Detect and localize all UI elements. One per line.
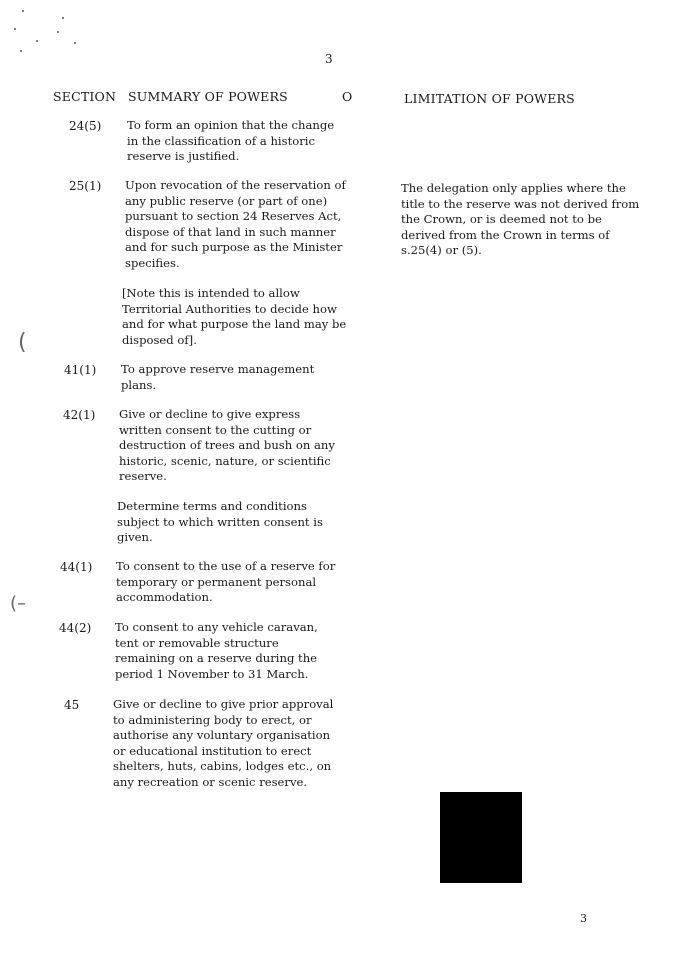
text-line: shelters, huts, cabins, lodges etc., on: [113, 759, 332, 774]
scan-speck: [22, 10, 24, 12]
text-line: remaining on a reserve during the: [115, 651, 318, 666]
text-line: To consent to any vehicle caravan,: [115, 620, 318, 634]
margin-punch-mark: (: [18, 330, 27, 355]
header-summary: SUMMARY OF POWERS: [128, 89, 288, 104]
text-line: and for such purpose as the Minister: [125, 240, 343, 255]
text-line: temporary or permanent personal: [116, 574, 317, 589]
text-line: given.: [117, 530, 153, 545]
page-number-top: 3: [325, 52, 333, 66]
text-line: the Crown, or is deemed not to be: [401, 212, 602, 227]
redaction-block: [440, 792, 522, 883]
text-line: Upon revocation of the reservation of: [125, 178, 346, 192]
scan-speck: [20, 50, 22, 52]
summary-text: [119, 407, 335, 485]
limitation-text: [401, 181, 639, 259]
text-line: reserve is justified.: [127, 149, 240, 164]
scan-speck: [74, 42, 76, 44]
text-line: specifies.: [125, 255, 180, 270]
text-line: plans.: [121, 377, 157, 392]
section-number: 24(5): [69, 119, 102, 133]
text-line: reserve.: [119, 469, 167, 484]
margin-punch-mark: (–: [10, 593, 27, 614]
text-line: title to the reserve was not derived from: [401, 196, 640, 211]
summary-text: [115, 620, 318, 682]
text-line: in the classification of a historic: [127, 133, 315, 148]
section-number: 42(1): [63, 408, 96, 422]
summary-text: [125, 178, 346, 272]
summary-text: [127, 118, 334, 165]
summary-text: [113, 697, 333, 791]
text-line: Territorial Authorities to decide how: [122, 301, 337, 316]
text-line: Give or decline to give express: [119, 407, 301, 421]
scan-speck: [62, 17, 64, 19]
header-limitation: LIMITATION OF POWERS: [404, 91, 575, 106]
text-line: any recreation or scenic reserve.: [113, 774, 308, 789]
text-line: To approve reserve management: [121, 362, 315, 376]
summary-text: [117, 499, 323, 546]
section-number: 44(1): [60, 560, 93, 574]
summary-text: [116, 559, 335, 606]
header-marker: O: [342, 89, 353, 104]
text-line: subject to which written consent is: [117, 514, 323, 529]
text-line: destruction of trees and bush on any: [119, 438, 335, 453]
header-section: SECTION: [53, 89, 117, 104]
section-number: 44(2): [59, 621, 92, 635]
text-line: accommodation.: [116, 590, 213, 605]
text-line: and for what purpose the land may be: [122, 317, 347, 332]
scan-speck: [14, 28, 16, 30]
text-line: written consent to the cutting or: [119, 422, 312, 437]
scan-speck: [57, 31, 59, 33]
text-line: pursuant to section 24 Reserves Act,: [125, 209, 342, 224]
text-line: To form an opinion that the change: [127, 118, 335, 132]
text-line: period 1 November to 31 March.: [115, 666, 309, 681]
text-line: disposed of].: [122, 332, 197, 347]
text-line: tent or removable structure: [115, 635, 279, 650]
text-line: Give or decline to give prior approval: [113, 697, 334, 711]
text-line: authorise any voluntary organisation: [113, 728, 331, 743]
text-line: derived from the Crown in terms of: [401, 227, 610, 242]
text-line: any public reserve (or part of one): [125, 193, 328, 208]
text-line: s.25(4) or (5).: [401, 243, 482, 258]
scan-speck: [36, 40, 38, 42]
section-number: 25(1): [69, 179, 102, 193]
summary-text: [121, 362, 314, 393]
text-line: To consent to the use of a reserve for: [116, 559, 336, 573]
text-line: [Note this is intended to allow: [122, 286, 300, 300]
text-line: Determine terms and conditions: [117, 499, 307, 513]
text-line: The delegation only applies where the: [401, 181, 626, 195]
text-line: historic, scenic, nature, or scientific: [119, 453, 331, 468]
note-text: [122, 286, 346, 348]
section-number: 45: [64, 698, 80, 712]
text-line: to administering body to erect, or: [113, 712, 312, 727]
text-line: dispose of that land in such manner: [125, 224, 336, 239]
section-number: 41(1): [64, 363, 97, 377]
page-number-bottom: 3: [580, 912, 587, 925]
text-line: or educational institution to erect: [113, 743, 312, 758]
